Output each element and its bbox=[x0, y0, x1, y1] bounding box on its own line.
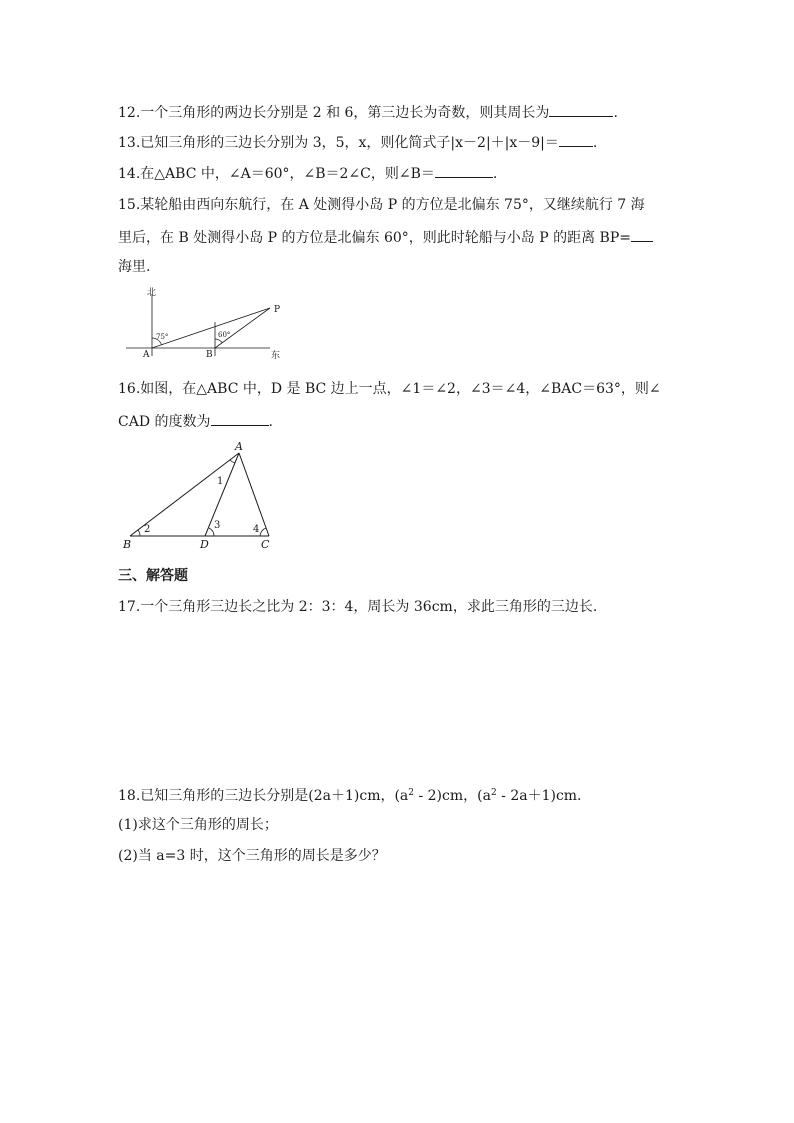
line-bp bbox=[215, 308, 270, 348]
point-b-label: B bbox=[206, 350, 213, 360]
question-13-end: . bbox=[592, 135, 598, 151]
angle-b-label: 60° bbox=[218, 331, 231, 339]
point-a-label: A bbox=[143, 350, 150, 360]
answer-blank bbox=[559, 131, 593, 147]
question-12 bbox=[118, 101, 618, 123]
angle-arc-2 bbox=[138, 530, 140, 536]
question-14-text: 14.在△ABC 中，∠A＝60°，∠B＝2∠C，则∠B＝ bbox=[118, 166, 435, 182]
question-16-line-1: 16.如图，在△ABC 中，D 是 BC 边上一点，∠1＝∠2，∠3＝∠4，∠BAC＝63°，则∠ bbox=[118, 381, 661, 397]
question-18-subpart-2: (2)当 a=3 时，这个三角形的周长是多少？ bbox=[118, 848, 386, 864]
question-14-end: . bbox=[492, 166, 498, 182]
question-16-line-2 bbox=[118, 410, 273, 432]
vertex-b-label: B bbox=[123, 538, 132, 551]
east-label: 东 bbox=[271, 351, 281, 361]
figure-16-triangle-diagram bbox=[118, 438, 288, 553]
vertex-c-label: C bbox=[261, 538, 270, 551]
answer-blank bbox=[211, 410, 269, 426]
question-18 bbox=[118, 786, 582, 806]
question-18-subpart-1: (1)求这个三角形的周长； bbox=[118, 817, 278, 833]
angle-1-label: 1 bbox=[217, 476, 224, 487]
question-14 bbox=[118, 162, 497, 184]
question-18-part-2: - 2)cm，(a bbox=[414, 788, 491, 804]
line-ap bbox=[152, 308, 270, 348]
superscript-squared: 2 bbox=[490, 788, 497, 798]
answer-blank bbox=[631, 226, 653, 242]
answer-blank bbox=[435, 162, 493, 178]
question-18-part-3: - 2a＋1)cm. bbox=[496, 788, 582, 804]
angle-4-label: 4 bbox=[253, 524, 260, 535]
figure-15-bearing-diagram bbox=[118, 282, 298, 362]
question-12-end: . bbox=[613, 105, 618, 121]
question-18-part-1: 18.已知三角形的三边长分别是(2a＋1)cm，(a bbox=[118, 788, 409, 804]
section-heading-3: 三、解答题 bbox=[118, 568, 188, 584]
question-12-text: 12.一个三角形的两边长分别是 2 和 6，第三边长为奇数，则其周长为 bbox=[118, 105, 550, 121]
angle-a-label: 75° bbox=[156, 333, 169, 341]
answer-blank bbox=[549, 101, 613, 117]
angle-arc-1 bbox=[230, 460, 235, 463]
angle-3-label: 3 bbox=[214, 520, 221, 531]
question-16-line-2-text: CAD 的度数为 bbox=[118, 414, 211, 430]
question-13-text: 13.已知三角形的三边长分别为 3，5，x，则化简式子|x－2|＋|x－9|＝ bbox=[118, 135, 559, 151]
question-15-line-3: 海里. bbox=[118, 259, 151, 275]
north-label: 北 bbox=[147, 288, 157, 298]
point-p-label: P bbox=[274, 305, 281, 315]
superscript-squared: 2 bbox=[408, 788, 415, 798]
question-15-line-1: 15.某轮船由西向东航行，在 A 处测得小岛 P 的方位是北偏东 75°，又继续航行 7 海 bbox=[118, 197, 645, 213]
question-15-line-2 bbox=[118, 226, 653, 248]
vertex-a-label: A bbox=[235, 440, 243, 453]
angle-2-label: 2 bbox=[144, 524, 151, 535]
question-15-line-2-text: 里后，在 B 处测得小岛 P 的方位是北偏东 60°，则此时轮船与小岛 P 的距离 BP= bbox=[118, 230, 631, 246]
angle-arc-4 bbox=[260, 528, 266, 536]
question-17: 17.一个三角形三边长之比为 2：3：4，周长为 36cm，求此三角形的三边长. bbox=[118, 599, 598, 615]
question-16-end: . bbox=[268, 414, 273, 430]
angle-arc-b bbox=[215, 339, 222, 343]
vertex-d-label: D bbox=[200, 538, 209, 551]
question-13 bbox=[118, 131, 597, 153]
